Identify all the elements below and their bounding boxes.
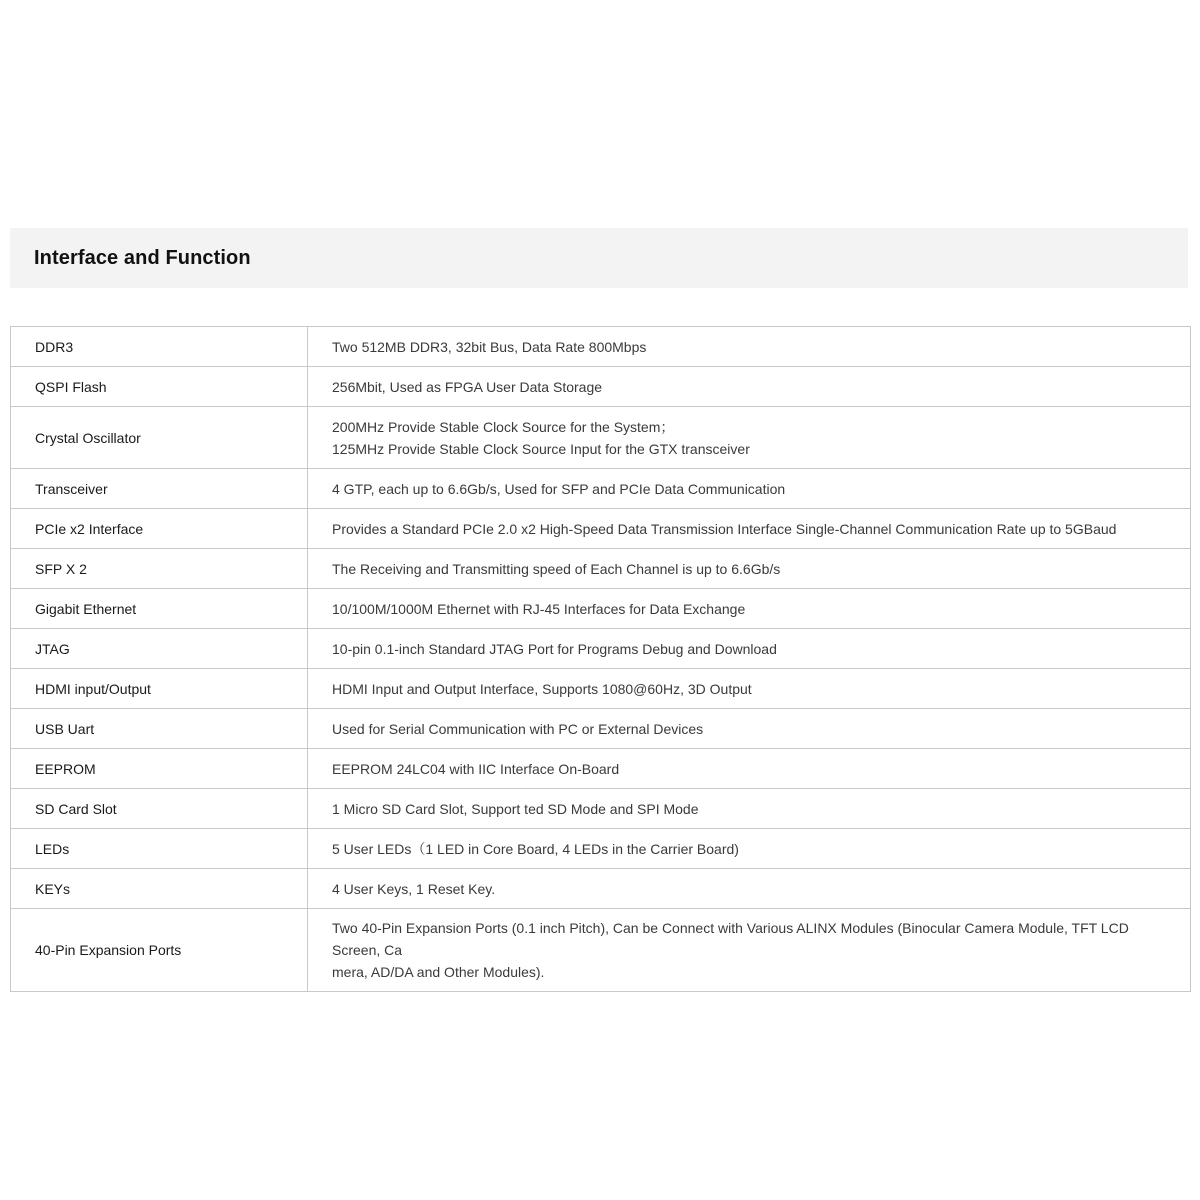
spec-name: LEDs bbox=[11, 829, 308, 869]
spec-value bbox=[308, 367, 1191, 407]
table-row bbox=[11, 909, 1191, 992]
spec-value-line: The Receiving and Transmitting speed of Each Channel is up to 6.6Gb/s bbox=[332, 560, 781, 577]
spec-value bbox=[308, 669, 1191, 709]
spec-name: EEPROM bbox=[11, 749, 308, 789]
table-row bbox=[11, 327, 1191, 367]
spec-value bbox=[308, 869, 1191, 909]
section-header bbox=[10, 228, 1188, 288]
spec-value-line: Two 40-Pin Expansion Ports (0.1 inch Pitch), Can be Connect with Various ALINX Modules (Binocular Camera Module, TFT LCD Screen, Ca bbox=[332, 920, 1129, 958]
spec-table bbox=[10, 326, 1191, 992]
table-row bbox=[11, 869, 1191, 909]
spec-value-line: 4 User Keys, 1 Reset Key. bbox=[332, 880, 496, 897]
table-row bbox=[11, 367, 1191, 407]
spec-value-line: HDMI Input and Output Interface, Supports 1080@60Hz, 3D Output bbox=[332, 680, 752, 697]
spec-name: SFP X 2 bbox=[11, 549, 308, 589]
spec-name: PCIe x2 Interface bbox=[11, 509, 308, 549]
table-row bbox=[11, 709, 1191, 749]
spec-name: Transceiver bbox=[11, 469, 308, 509]
spec-name: SD Card Slot bbox=[11, 789, 308, 829]
spec-name: HDMI input/Output bbox=[11, 669, 308, 709]
section-title: Interface and Function bbox=[34, 247, 251, 269]
table-row bbox=[11, 407, 1191, 469]
spec-name: KEYs bbox=[11, 869, 308, 909]
spec-value-line: 10-pin 0.1-inch Standard JTAG Port for Programs Debug and Download bbox=[332, 640, 777, 657]
table-row bbox=[11, 549, 1191, 589]
spec-value-line: 5 User LEDs（1 LED in Core Board, 4 LEDs in the Carrier Board) bbox=[332, 840, 739, 857]
spec-value bbox=[308, 327, 1191, 367]
spec-name: QSPI Flash bbox=[11, 367, 308, 407]
spec-value-line: 10/100M/1000M Ethernet with RJ-45 Interfaces for Data Exchange bbox=[332, 600, 746, 617]
table-row bbox=[11, 469, 1191, 509]
spec-value-line: Provides a Standard PCIe 2.0 x2 High-Speed Data Transmission Interface Single-Channel Communication Rate up to 5GBaud bbox=[332, 520, 1117, 537]
spec-value bbox=[308, 509, 1191, 549]
spec-value bbox=[308, 829, 1191, 869]
spec-value bbox=[308, 407, 1191, 469]
spec-value-line: mera, AD/DA and Other Modules). bbox=[332, 964, 545, 980]
spec-value bbox=[308, 629, 1191, 669]
table-row bbox=[11, 669, 1191, 709]
spec-name: Crystal Oscillator bbox=[11, 407, 308, 469]
table-row bbox=[11, 629, 1191, 669]
spec-value-line: 4 GTP, each up to 6.6Gb/s, Used for SFP and PCIe Data Communication bbox=[332, 480, 786, 497]
spec-value-line: 256Mbit, Used as FPGA User Data Storage bbox=[332, 378, 603, 395]
spec-name: JTAG bbox=[11, 629, 308, 669]
spec-value bbox=[308, 909, 1191, 992]
table-row bbox=[11, 589, 1191, 629]
spec-value bbox=[308, 549, 1191, 589]
spec-value-line: 125MHz Provide Stable Clock Source Input for the GTX transceiver bbox=[332, 440, 750, 457]
spec-name: USB Uart bbox=[11, 709, 308, 749]
spec-value-line: Used for Serial Communication with PC or External Devices bbox=[332, 720, 704, 737]
table-row bbox=[11, 509, 1191, 549]
spec-value-line: Two 512MB DDR3, 32bit Bus, Data Rate 800Mbps bbox=[332, 338, 647, 355]
spec-value-line: 200MHz Provide Stable Clock Source for the System； bbox=[332, 418, 675, 435]
table-row bbox=[11, 789, 1191, 829]
spec-value bbox=[308, 589, 1191, 629]
spec-value bbox=[308, 709, 1191, 749]
spec-value bbox=[308, 469, 1191, 509]
spec-name: 40-Pin Expansion Ports bbox=[11, 909, 308, 992]
table-row bbox=[11, 829, 1191, 869]
table-row bbox=[11, 749, 1191, 789]
spec-name: Gigabit Ethernet bbox=[11, 589, 308, 629]
spec-value-line: EEPROM 24LC04 with IIC Interface On-Board bbox=[332, 760, 620, 777]
spec-value bbox=[308, 789, 1191, 829]
spec-value-line: 1 Micro SD Card Slot, Support ted SD Mode and SPI Mode bbox=[332, 800, 699, 817]
spec-value bbox=[308, 749, 1191, 789]
spec-name: DDR3 bbox=[11, 327, 308, 367]
